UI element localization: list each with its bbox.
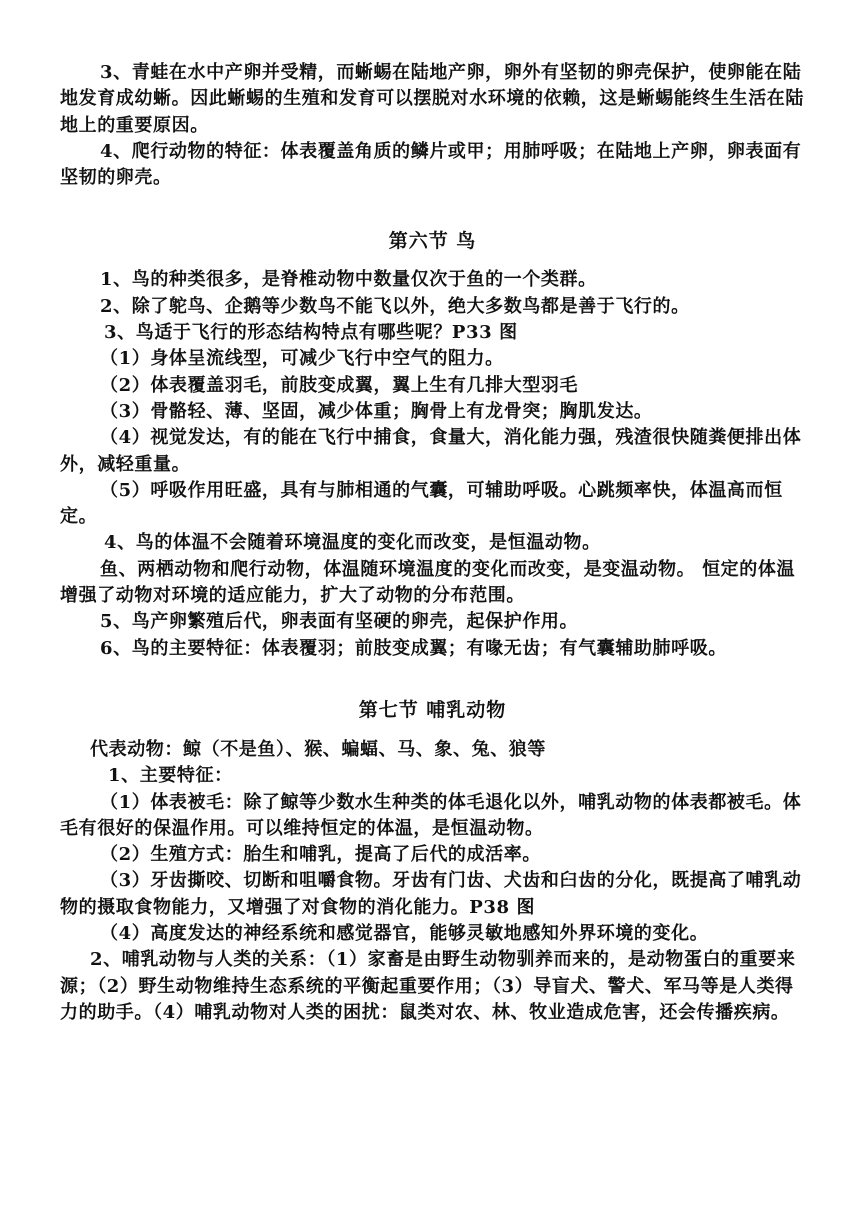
paragraph: 3、鸟适于飞行的形态结构特点有哪些呢？P33 图 [104, 322, 518, 344]
paragraph: 代表动物：鲸（不是鱼）、猴、蝙蝠、马、象、兔、狼等 [90, 738, 546, 760]
paragraph: 鱼、两栖动物和爬行动物，体温随环境温度的变化而改变，是变温动物。 恒定的体温增强了动物对环境的适应能力，扩大了动物的分布范围。 [60, 558, 796, 607]
paragraph: 2、哺乳动物与人类的关系：（1）家畜是由野生动物驯养而来的，是动物蛋白的重要来源；（2）野生动物维持生态系统的平衡起重要作用；（3）导盲犬、警犬、军马等是人类得力的助手。（4）哺乳动物对人类的困扰：鼠类对农、林、牧业造成危害，还会传播疾病。 [60, 949, 796, 1023]
paragraph: （5）呼吸作用旺盛，具有与肺相通的气囊，可辅助呼吸。心跳频率快，体温高而恒定。 [60, 479, 783, 528]
paragraph: （3）牙齿撕咬、切断和咀嚼食物。牙齿有门齿、犬齿和臼齿的分化，既提高了哺乳动物的摄取食物能力，又增强了对食物的消化能力。P38 图 [60, 870, 802, 918]
paragraph: （2）生殖方式：胎生和哺乳，提高了后代的成活率。 [100, 844, 541, 866]
paragraph: 6、鸟的主要特征：体表覆羽；前肢变成翼；有喙无齿；有气囊辅助肺呼吸。 [100, 637, 727, 659]
paragraph: 5、鸟产卵繁殖后代，卵表面有坚硬的卵壳，起保护作用。 [100, 611, 579, 633]
document-page [60, 60, 805, 1026]
section-title-mammals: 第七节 哺乳动物 [358, 698, 507, 721]
paragraph: （1）身体呈流线型，可减少飞行中空气的阻力。 [100, 348, 504, 370]
paragraph: 1、鸟的种类很多，是脊椎动物中数量仅次于鱼的一个类群。 [100, 269, 597, 291]
paragraph: 3、青蛙在水中产卵并受精，而蜥蜴在陆地产卵，卵外有坚韧的卵壳保护，使卵能在陆地发育成幼蜥。因此蜥蜴的生殖和发育可以摆脱对水环境的依赖，这是蜥蜴能终生生活在陆地上的重要原因。 [60, 62, 804, 136]
section-title-birds: 第六节 鸟 [388, 230, 477, 253]
paragraph: （3）骨骼轻、薄、坚固，减少体重；胸骨上有龙骨突；胸肌发达。 [100, 400, 653, 422]
paragraph: 2、除了鸵鸟、企鹅等少数鸟不能飞以外，绝大多数鸟都是善于飞行的。 [100, 295, 690, 317]
paragraph: 4、鸟的体温不会随着环境温度的变化而改变，是恒温动物。 [104, 532, 601, 554]
paragraph: （1）体表被毛：除了鲸等少数水生种类的体毛退化以外，哺乳动物的体表都被毛。体毛有很好的保温作用。可以维持恒定的体温，是恒温动物。 [60, 791, 802, 839]
paragraph: 4、爬行动物的特征：体表覆盖角质的鳞片或甲；用肺呼吸；在陆地上产卵，卵表面有坚韧的卵壳。 [60, 140, 802, 189]
paragraph: （4）高度发达的神经系统和感觉器官，能够灵敏地感知外界环境的变化。 [100, 923, 709, 945]
paragraph: （2）体表覆盖羽毛，前肢变成翼，翼上生有几排大型羽毛 [100, 374, 579, 396]
paragraph: （4）视觉发达，有的能在飞行中捕食，食量大，消化能力强，残渣很快随粪便排出体外，减轻重量。 [60, 427, 802, 475]
paragraph: 1、主要特征： [108, 765, 233, 787]
